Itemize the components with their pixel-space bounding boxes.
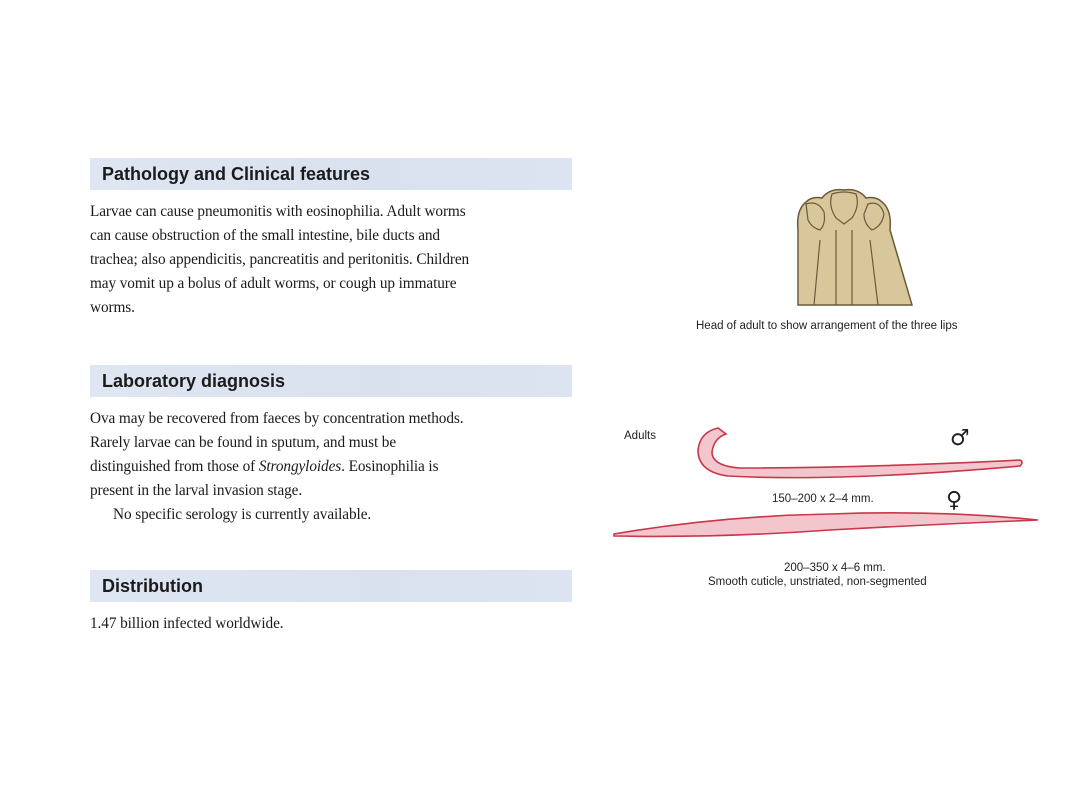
section-header-pathology [90, 158, 572, 190]
male-symbol: ♂ [950, 426, 970, 451]
pathology-line: can cause obstruction of the small intestine, bile ducts and [90, 227, 440, 244]
male-size-label: 150–200 x 2–4 mm. [772, 493, 874, 505]
species-name: Strongyloides [258, 458, 342, 475]
laboratory-line3-post: . Eosinophilia is [341, 458, 439, 475]
laboratory-line: present in the larval invasion stage. [90, 482, 303, 499]
male-worm-illustration [698, 428, 1022, 478]
head-caption: Head of adult to show arrangement of the three lips [696, 320, 958, 332]
distribution-line: 1.47 billion infected worldwide. [90, 615, 284, 632]
female-symbol: ♀ [946, 488, 963, 513]
heading-pathology: Pathology and Clinical features [102, 163, 371, 184]
heading-distribution: Distribution [102, 575, 203, 596]
pathology-text [90, 200, 572, 320]
laboratory-line: No specific serology is currently available. [113, 506, 372, 523]
laboratory-line [90, 455, 572, 479]
worm-illustration [600, 170, 1040, 610]
distribution-text [90, 612, 572, 636]
cuticle-caption: Smooth cuticle, unstriated, non-segmented [708, 576, 927, 588]
worm-figure [600, 170, 1040, 610]
female-worm-illustration [614, 513, 1038, 537]
section-pathology [90, 158, 572, 320]
pathology-line: may vomit up a bolus of adult worms, or cough up immature [90, 275, 457, 292]
worm-head-illustration [798, 190, 912, 305]
heading-laboratory: Laboratory diagnosis [102, 370, 286, 391]
laboratory-text [90, 407, 572, 527]
pathology-line: trachea; also appendicitis, pancreatitis and peritonitis. Children [90, 251, 470, 268]
laboratory-line3-pre: distinguished from those of [90, 458, 259, 475]
section-distribution [90, 570, 572, 636]
pathology-line: Larvae can cause pneumonitis with eosinophilia. Adult worms [90, 203, 466, 220]
section-header-distribution [90, 570, 572, 602]
section-laboratory [90, 365, 572, 527]
laboratory-line: Ova may be recovered from faeces by concentration methods. [90, 410, 464, 427]
female-size-label: 200–350 x 4–6 mm. [784, 562, 886, 574]
adults-label: Adults [624, 430, 656, 442]
pathology-line: worms. [90, 299, 135, 316]
section-header-laboratory [90, 365, 572, 397]
laboratory-line: Rarely larvae can be found in sputum, and must be [90, 434, 397, 451]
